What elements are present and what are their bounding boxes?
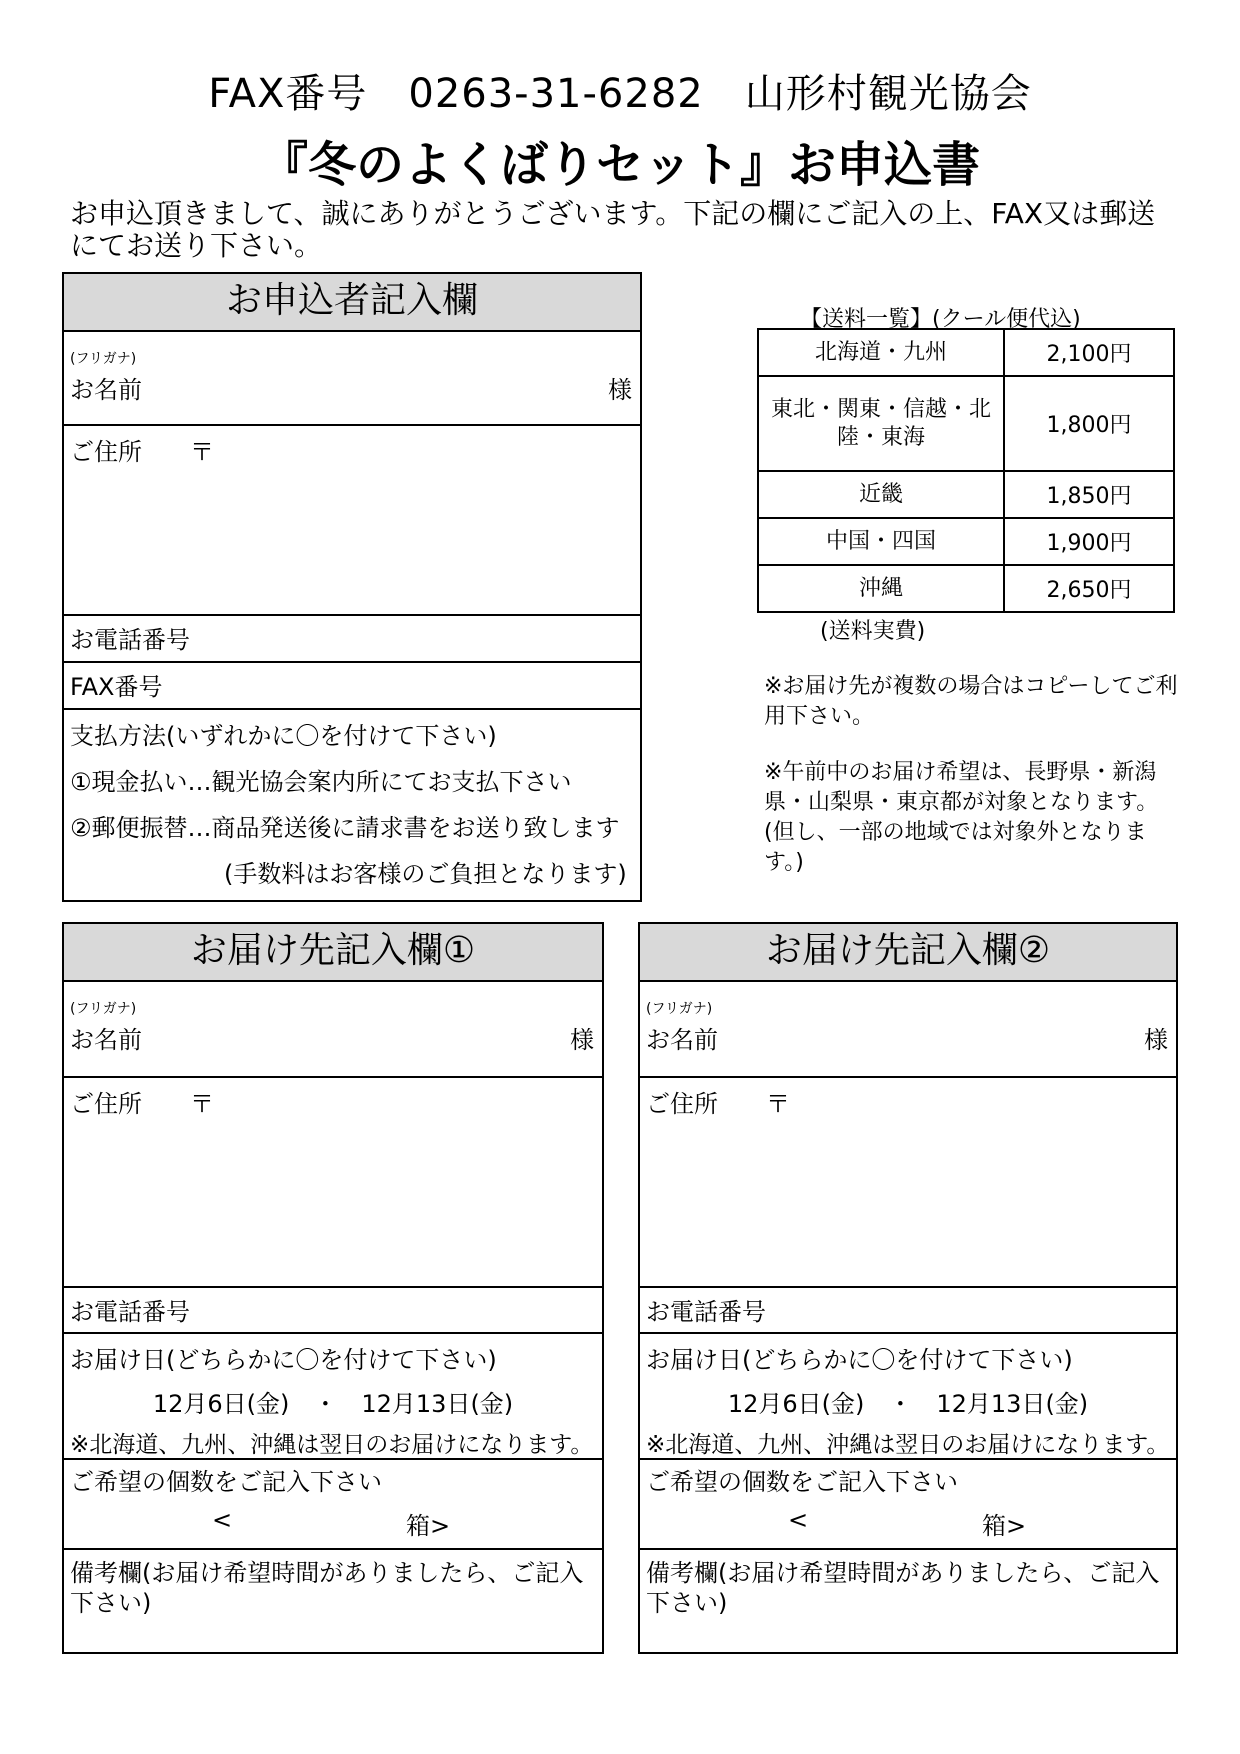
region-cell: 中国・四国: [758, 518, 1004, 565]
quantity-label: ご希望の個数をご記入下さい: [70, 1468, 382, 1496]
furigana-label: (フリガナ): [70, 351, 137, 367]
fee-cell: 1,900円: [1004, 518, 1174, 565]
fax-number-header: FAX番号 0263-31-6282 山形村観光協会: [208, 71, 1032, 117]
delivery-address-field[interactable]: [64, 1078, 602, 1288]
delivery-date-label: お届け日(どちらかに〇を付けて下さい): [646, 1346, 1073, 1374]
applicant-heading: お申込者記入欄: [64, 274, 640, 332]
delivery-heading-1: お届け先記入欄①: [64, 924, 602, 982]
payment-label: 支払方法(いずれかに〇を付けて下さい): [70, 722, 497, 750]
payment-option-cash[interactable]: ①現金払い…観光協会案内所にてお支払下さい: [70, 768, 572, 796]
applicant-phone-field[interactable]: [64, 616, 640, 663]
table-row: [758, 565, 1174, 612]
postal-mark: 〒: [190, 438, 214, 466]
name-label: お名前: [70, 1026, 142, 1054]
phone-label: お電話番号: [70, 626, 190, 654]
table-row: [758, 518, 1174, 565]
address-label: ご住所: [646, 1090, 718, 1118]
payment-option-transfer[interactable]: ②郵便振替…商品発送後に請求書をお送り致します: [70, 814, 620, 842]
applicant-address-field[interactable]: [64, 426, 640, 616]
delivery-address-field[interactable]: [640, 1078, 1176, 1288]
quantity-label: ご希望の個数をご記入下さい: [646, 1468, 958, 1496]
delivery-phone-field[interactable]: [64, 1288, 602, 1334]
shipping-caption: 【送料一覧】(クール便代込): [800, 307, 1081, 332]
quantity-field[interactable]: [640, 1460, 1176, 1550]
delivery-date-field[interactable]: [640, 1334, 1176, 1460]
intro-text: お申込頂きまして、誠にありがとうございます。下記の欄にご記入の上、FAX又は郵送にてお送り下さい。: [70, 197, 1156, 262]
actual-cost-note: (送料実費): [820, 619, 926, 644]
delivery-box-1: [62, 922, 604, 1654]
payment-fee-note: (手数料はお客様のご負担となります): [224, 860, 627, 888]
fee-cell: 1,850円: [1004, 471, 1174, 518]
remarks-field[interactable]: [640, 1550, 1176, 1652]
quantity-open-bracket: <: [212, 1506, 233, 1534]
delivery-date-options[interactable]: 12月6日(金) ・ 12月13日(金): [152, 1390, 514, 1418]
delivery-box-2: [638, 922, 1178, 1654]
applicant-box: [62, 272, 642, 902]
region-cell: 沖縄: [758, 565, 1004, 612]
delivery-name-field[interactable]: [640, 982, 1176, 1078]
region-cell: 北海道・九州: [758, 329, 1004, 376]
quantity-box-unit: 箱>: [406, 1512, 451, 1540]
phone-label: お電話番号: [646, 1298, 766, 1326]
remarks-label: 備考欄(お届け希望時間がありましたら、ご記入下さい): [646, 1559, 1160, 1617]
form-title: 『冬のよくばりセット』お申込書: [259, 137, 980, 193]
remarks-label: 備考欄(お届け希望時間がありましたら、ご記入下さい): [70, 1559, 584, 1617]
region-cell: 東北・関東・信越・北陸・東海: [758, 376, 1004, 471]
quantity-field[interactable]: [64, 1460, 602, 1550]
fax-label: FAX番号: [70, 673, 163, 701]
applicant-name-field[interactable]: [64, 332, 640, 426]
postal-mark: 〒: [766, 1090, 790, 1118]
honorific-label: 様: [1144, 1026, 1168, 1054]
shipping-fee-table: [757, 328, 1175, 613]
delivery-name-field[interactable]: [64, 982, 602, 1078]
delivery-phone-field[interactable]: [640, 1288, 1176, 1334]
fee-cell: 2,100円: [1004, 329, 1174, 376]
delivery-date-note: ※北海道、九州、沖縄は翌日のお届けになります。: [70, 1432, 594, 1458]
honorific-label: 様: [608, 376, 632, 404]
delivery-heading-2: お届け先記入欄②: [640, 924, 1176, 982]
quantity-box-unit: 箱>: [982, 1512, 1027, 1540]
address-label: ご住所: [70, 438, 142, 466]
phone-label: お電話番号: [70, 1298, 190, 1326]
delivery-date-note: ※北海道、九州、沖縄は翌日のお届けになります。: [646, 1432, 1170, 1458]
region-cell: 近畿: [758, 471, 1004, 518]
morning-delivery-note: ※午前中のお届け希望は、長野県・新潟県・山梨県・東京都が対象となります。(但し、一部の地域では対象外となります。): [764, 760, 1159, 875]
fee-cell: 1,800円: [1004, 376, 1174, 471]
postal-mark: 〒: [190, 1090, 214, 1118]
quantity-open-bracket: <: [788, 1506, 809, 1534]
payment-method-field[interactable]: [64, 710, 640, 900]
fee-cell: 2,650円: [1004, 565, 1174, 612]
remarks-field[interactable]: [64, 1550, 602, 1652]
table-row: [758, 471, 1174, 518]
delivery-date-field[interactable]: [64, 1334, 602, 1460]
applicant-fax-field[interactable]: [64, 663, 640, 710]
name-label: お名前: [646, 1026, 718, 1054]
furigana-label: (フリガナ): [70, 1001, 137, 1017]
delivery-date-label: お届け日(どちらかに〇を付けて下さい): [70, 1346, 497, 1374]
address-label: ご住所: [70, 1090, 142, 1118]
delivery-date-options[interactable]: 12月6日(金) ・ 12月13日(金): [727, 1390, 1089, 1418]
table-row: [758, 376, 1174, 471]
copy-note: ※お届け先が複数の場合はコピーしてご利用下さい。: [764, 674, 1178, 729]
name-label: お名前: [70, 376, 142, 404]
honorific-label: 様: [570, 1026, 594, 1054]
table-row: [758, 329, 1174, 376]
furigana-label: (フリガナ): [646, 1001, 713, 1017]
